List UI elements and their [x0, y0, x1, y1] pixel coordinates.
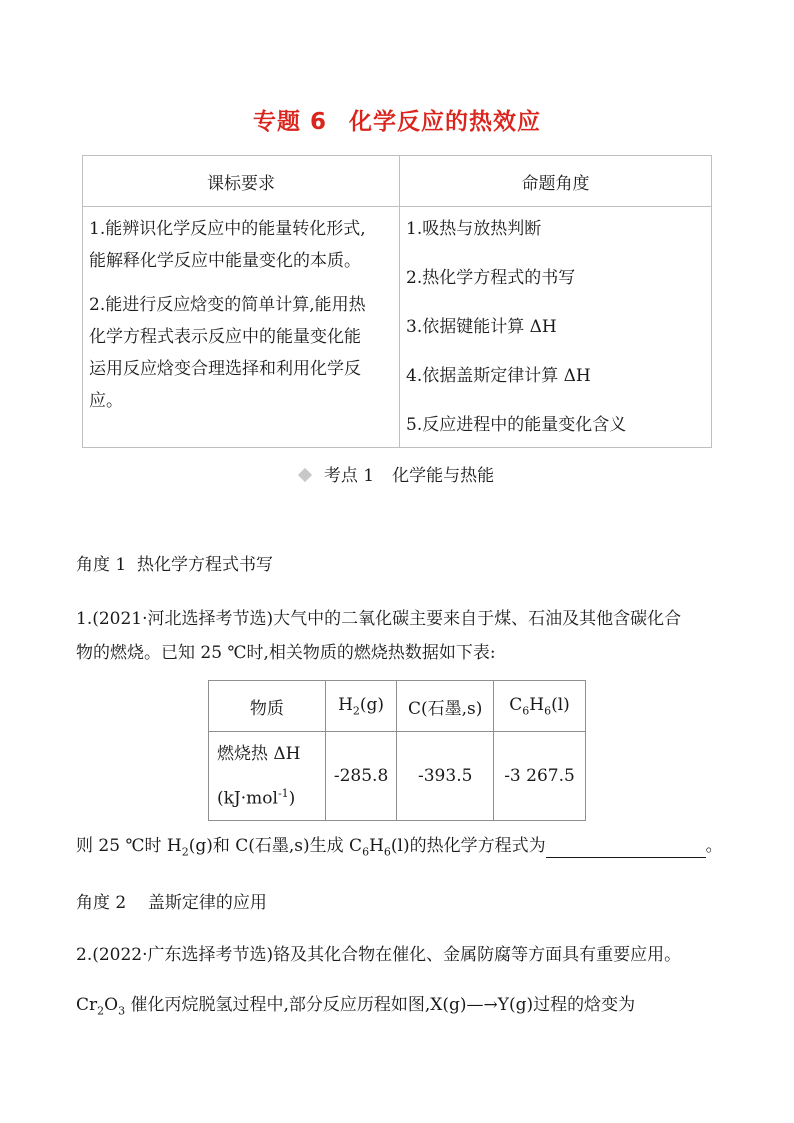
curriculum-cell [83, 207, 400, 448]
angle-2-heading: 角度 2 盖斯定律的应用 [76, 893, 267, 913]
q1-line-3: 则 25 ℃时 $H_2(g)$和 C(石墨,s)生成 $C_6H_6(l)$的热化学方程式为 。 [76, 836, 723, 859]
page-title [0, 103, 794, 136]
requirements-body-row [83, 207, 712, 448]
answer-blank[interactable] [546, 839, 706, 858]
col-h2: $H_2(g)$ [325, 681, 397, 732]
diamond-icon [298, 467, 312, 481]
angles-cell [400, 207, 712, 448]
q1-line-1: 1.(2021·河北选择考节选)大气中的二氧化碳主要来自于煤、石油及其他含碳化合 [76, 609, 682, 629]
value-benzene: -3 267.5 [494, 732, 586, 821]
q2-line-2: $Cr_2O_3$ 催化丙烷脱氢过程中,部分反应历程如图,X(g)—→Y(g)过程的焓变为 [76, 995, 636, 1018]
angle-item-2: 2.热化学方程式的书写 [406, 268, 576, 288]
q1-line-2: 物的燃烧。已知 25 ℃时,相关物质的燃烧热数据如下表: [76, 643, 496, 663]
value-h2: -285.8 [325, 732, 397, 821]
angle-1-heading: 角度 1 热化学方程式书写 [76, 555, 274, 575]
col-graphite: C(石墨,s) [397, 681, 494, 732]
exam-point-heading: 考点 1 化学能与热能 [0, 461, 794, 486]
angle-item-4: 4.依据盖斯定律计算 ΔH [406, 366, 591, 386]
q2-line-1: 2.(2022·广东选择考节选)铬及其化合物在催化、金属防腐等方面具有重要应用。 [76, 945, 682, 965]
requirements-header-row [83, 156, 712, 207]
header-angles: 命题角度 [400, 156, 712, 207]
data-header-row [209, 681, 586, 732]
curriculum-item-1: 1.能辨识化学反应中的能量转化形式, 能解释化学反应中能量变化的本质。 [89, 219, 366, 271]
curriculum-item-2: 2.能进行反应焓变的简单计算,能用热 化学方程式表示反应中的能量变化能 运用反应焓变合理选择和利用化学反 应。 [89, 295, 366, 411]
title-topic-name: 化学反应的热效应 [349, 109, 541, 135]
angle-item-5: 5.反应进程中的能量变化含义 [406, 415, 627, 435]
value-graphite: -393.5 [397, 732, 494, 821]
reaction-arrow: —→ [466, 995, 498, 1015]
title-topic-number: 专题 6 [252, 109, 327, 135]
angle-item-1: 1.吸热与放热判断 [406, 219, 542, 239]
combustion-heat-table [208, 680, 586, 821]
requirements-table [82, 155, 712, 448]
row-label-combustion-heat: 燃烧热 ΔH (kJ·mol$^{-1}$) [209, 732, 326, 821]
data-value-row [209, 732, 586, 821]
angle-item-3: 3.依据键能计算 ΔH [406, 317, 557, 337]
col-benzene: $C_6H_6(l)$ [494, 681, 586, 732]
col-substance: 物质 [209, 681, 326, 732]
header-curriculum: 课标要求 [83, 156, 400, 207]
